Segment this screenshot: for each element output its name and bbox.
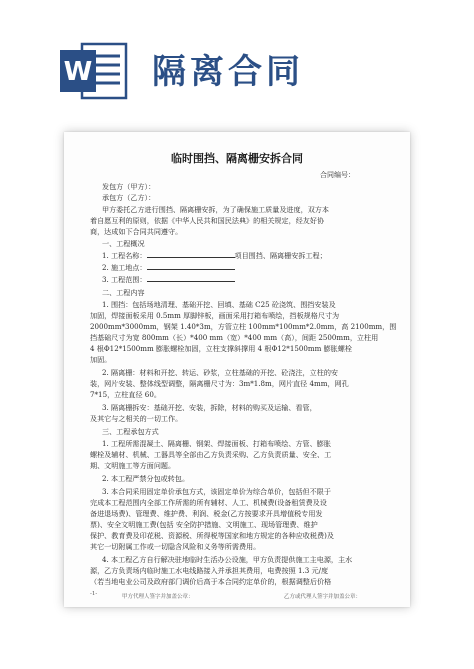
content-line: 挡基础尺寸为宽 800mm（长）*400 mm（宽）*400 mm（高），间距 2500mm，立柱用 <box>90 333 379 342</box>
page-number: -1- <box>90 591 98 597</box>
mode-line: 3. 本合同采用固定单价承包方式，该固定单价为综合单价，包括但不限于 <box>102 487 331 496</box>
scope-blank <box>147 275 235 282</box>
banner-title: 隔离合同 <box>152 52 304 92</box>
content-line: 3. 隔离栅拆安：基础开挖、安装，拆除，材料的购买及运输、看管， <box>102 403 317 412</box>
contract-number-label: 合同编号： <box>320 171 355 179</box>
party-a-label: 发包方（甲方）： <box>102 182 156 191</box>
mode-line: 螺栓及辅材、机械、工器具等全部由乙方负责采购、乙方负责质量、安全、工 <box>90 450 332 459</box>
section-heading-content: 二、工程内容 <box>102 288 145 297</box>
mode-line: 保护、教育费及印花税、资源税、所得税等国家和地方规定的各种应收税费)及 <box>90 531 334 540</box>
mode-line: 完成本工程范围内全部工作所需的所有辅材、人工、机械费(设备租赁费及设 <box>90 498 327 507</box>
project-name-label: 1. 工程名称： <box>102 251 147 260</box>
intro-line: 商，达成如下合同共同遵守。 <box>90 227 183 236</box>
mode-line: 备进退场费)、管理费、维护费、利润、税金(乙方按要求开具增值税专用发 <box>90 509 323 518</box>
content-line: 2000mm*3000mm，钢架 1.40*3m，方管立柱 100mm*100mm*2.0mm，高 2100mm，围 <box>90 322 397 331</box>
intro-line: 甲方委托乙方进行围挡、隔离栅安拆，为了确保施工质量及进度，双方本 <box>102 205 329 214</box>
document-page <box>64 132 410 607</box>
word-document-icon <box>60 42 128 100</box>
content-line: 7*15，立柱直径 60。 <box>90 390 161 399</box>
section-heading-contract-mode: 三、工程承包方式 <box>102 427 159 436</box>
content-line: 1. 围挡：包括场地清理、基础开挖、回填、基础 C25 砼浇筑、围挡安装及 <box>102 300 336 309</box>
intro-line: 着自愿互利的原则，依据《中华人民共和国民法典》的相关规定，经友好协 <box>90 216 325 225</box>
site-location-row <box>102 263 235 272</box>
project-name-suffix: 项目围挡、隔离栅安拆工程； <box>234 251 327 260</box>
mode-line: 源，乙方负责场内临时施工水电线路接入并承担其费用，电费按照 1.3 元/度 <box>90 566 329 575</box>
project-name-row <box>102 251 327 260</box>
content-line: 加固。 <box>90 355 112 364</box>
party-b-label: 承包方（乙方）： <box>102 193 156 202</box>
mode-line: （若当地电业公司及政府部门调价后高于本合同约定单价的，根据调整后价格 <box>90 577 332 586</box>
site-location-blank <box>147 263 235 270</box>
party-b-signature-label: 乙方或代理人签字并加盖公章： <box>284 594 362 600</box>
party-a-signature-label: 甲方代理人签字并加盖公章： <box>122 594 194 600</box>
mode-line: 1. 工程所需混凝土、隔离栅、钢架、焊接面板、打箱布喷绘、方管、膨胀 <box>102 439 331 448</box>
project-name-blank <box>147 251 235 258</box>
banner-area <box>0 0 474 150</box>
word-icon-letter: W <box>63 57 93 87</box>
content-line: 加固，焊接面板采用 0.5mm 厚脚锌板，画面采用打箱布喷绘，挡板规格尺寸为 <box>90 311 340 320</box>
mode-line: 期、文明施工等方面问题。 <box>90 461 176 470</box>
scope-label: 3. 工程范围： <box>102 275 147 284</box>
mode-line: 其它一切附属工作或一切隐含风险和义务等所需费用。 <box>90 542 261 551</box>
site-location-label: 2. 施工地点： <box>102 263 147 272</box>
content-line: 2. 隔离栅：材料和开挖、转运、砂浆，立柱基础的开挖、砼浇注，立柱的安 <box>102 368 339 377</box>
content-line: 4 根Φ12*1500mm 膨胀螺栓加固，立柱支撑斜撑用 4 根Φ12*1500mm 膨胀螺栓 <box>90 344 352 353</box>
content-line: 及其它与之相关的一切工作。 <box>90 414 183 423</box>
mode-line: 2. 本工程严禁分包或转包。 <box>102 474 190 483</box>
mode-line: 4. 本工程乙方自行解决驻地临时生活办公设施，甲方负责提供施工主电源，主水 <box>102 555 353 564</box>
section-heading-overview: 一、工程概况 <box>102 239 145 248</box>
content-line: 装，网片安装、整体线型调整，隔离栅尺寸为：3m*1.8m，网片直径 4mm，网孔 <box>90 379 349 388</box>
scope-row <box>102 275 235 284</box>
mode-line: 票)、安全文明施工费(包括 安全防护措施、文明施工、现场管理费、维护 <box>90 520 318 529</box>
document-title: 临时围挡、隔离栅安拆合同 <box>171 152 303 165</box>
